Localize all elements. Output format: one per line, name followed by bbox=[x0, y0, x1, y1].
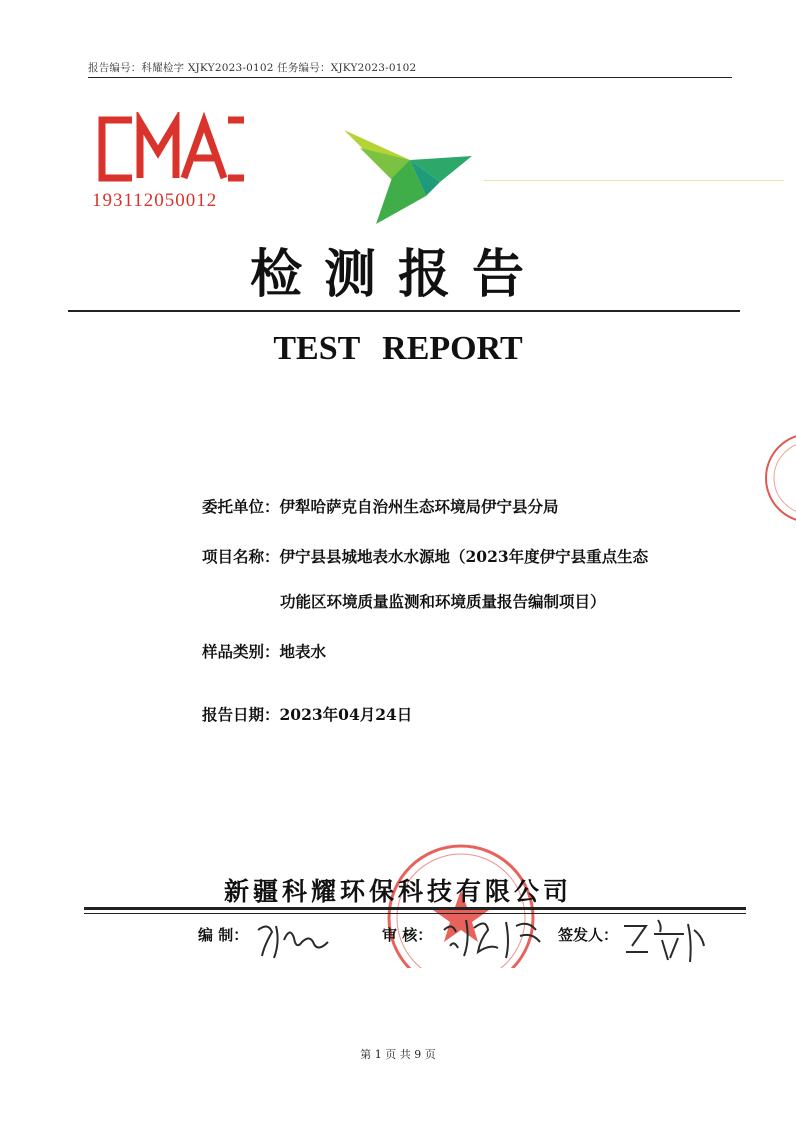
edge-seal bbox=[764, 428, 796, 532]
svg-text:CMA: CMA bbox=[164, 158, 167, 159]
header-rule bbox=[88, 77, 732, 78]
date-row bbox=[202, 707, 412, 723]
reviewer-label: 审 核： bbox=[382, 926, 433, 944]
project-value-line2: 功能区环境质量监测和环境质量报告编制项目） bbox=[280, 592, 606, 611]
title-english: TEST REPORT bbox=[273, 330, 523, 367]
project-value-line1: 伊宁县县城地表水水源地（2023年度伊宁县重点生态 bbox=[279, 547, 649, 566]
sample-value: 地表水 bbox=[279, 642, 327, 661]
issuer-signature bbox=[618, 912, 708, 968]
cma-logo bbox=[92, 112, 252, 192]
cma-logo-icon bbox=[92, 112, 252, 188]
signature-icon bbox=[440, 912, 550, 962]
issuer-label: 签发人： bbox=[558, 926, 619, 944]
signature-icon bbox=[254, 916, 334, 962]
client-row bbox=[202, 499, 559, 515]
logo-accent-line bbox=[484, 180, 784, 181]
company-rule-thick bbox=[84, 907, 746, 910]
sample-row bbox=[202, 644, 326, 660]
date-value: 2023年04月24日 bbox=[279, 705, 413, 724]
sample-label: 样品类别： bbox=[202, 642, 280, 661]
client-label: 委托单位： bbox=[202, 497, 280, 516]
seal-icon bbox=[764, 428, 796, 528]
report-no: 科耀检字 XJKY2023-0102 bbox=[141, 62, 274, 74]
bird-logo-icon bbox=[340, 126, 480, 226]
project-label: 项目名称： bbox=[202, 547, 280, 566]
compiler-label: 编 制： bbox=[198, 926, 249, 944]
signature-icon bbox=[618, 912, 708, 964]
task-no: XJKY2023-0102 bbox=[330, 62, 417, 74]
task-no-label: 任务编号： bbox=[277, 62, 331, 74]
client-value: 伊犁哈萨克自治州生态环境局伊宁县分局 bbox=[279, 497, 559, 516]
cma-cert-number: 193112050012 bbox=[92, 190, 218, 211]
project-row bbox=[202, 549, 648, 565]
company-logo bbox=[340, 126, 480, 230]
report-header bbox=[88, 60, 416, 75]
company-name: 新疆科耀环保科技有限公司 bbox=[223, 877, 572, 906]
title-rule bbox=[68, 310, 740, 312]
page-info: 第 1 页 共 9 页 bbox=[360, 1048, 436, 1061]
report-no-label: 报告编号： bbox=[88, 62, 142, 74]
compiler-signature bbox=[254, 916, 334, 966]
reviewer-signature bbox=[440, 912, 550, 966]
date-label: 报告日期： bbox=[202, 705, 280, 724]
title-chinese: 检测报告 bbox=[249, 245, 546, 305]
